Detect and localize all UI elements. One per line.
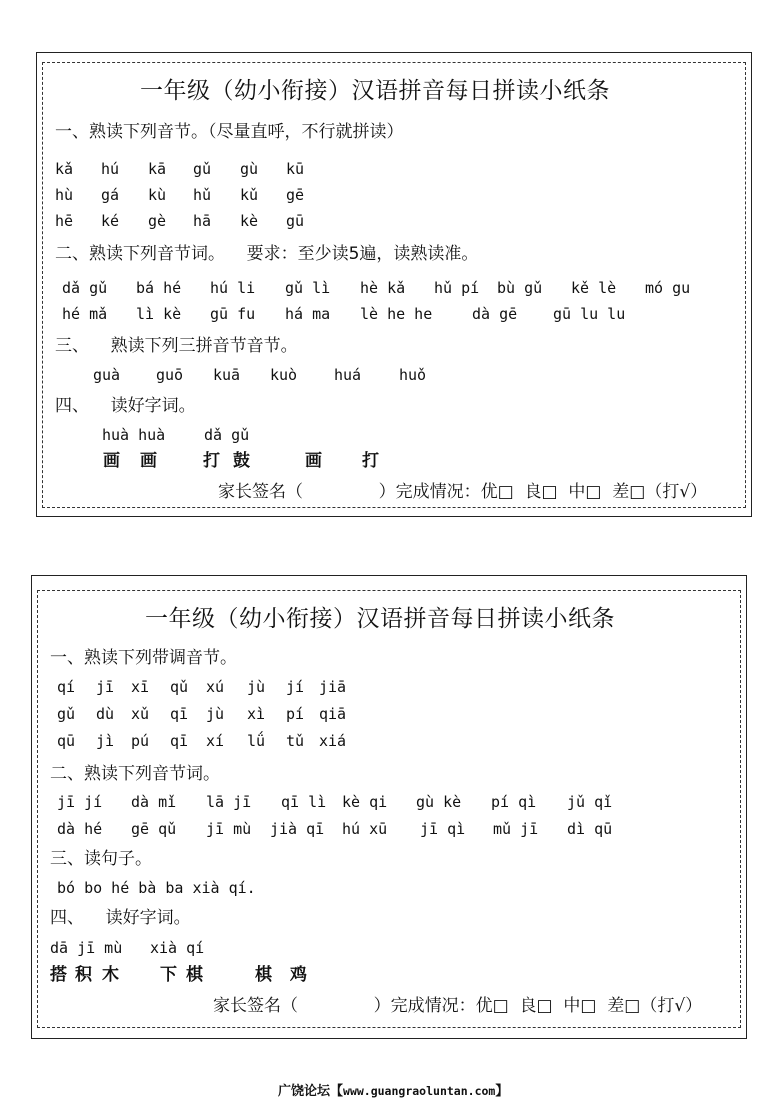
word: kě lè <box>571 279 617 297</box>
syllable: hú <box>101 160 120 178</box>
word: lā jī <box>206 793 252 811</box>
word: gù kè <box>416 793 462 811</box>
triple-syllable: huǒ <box>399 366 427 384</box>
syllable: jī <box>96 678 115 696</box>
syllable: qǔ <box>170 678 189 696</box>
card-1-title: 一年级（幼小衔接）汉语拼音每日拼读小纸条 <box>140 78 610 104</box>
word: jǔ qǐ <box>567 793 613 811</box>
syllable: gē <box>286 186 305 204</box>
card-2-title: 一年级（幼小衔接）汉语拼音每日拼读小纸条 <box>145 606 615 632</box>
syllable: gǔ <box>193 160 212 178</box>
syllable: dù <box>96 705 115 723</box>
card-1-word-pinyin: huà huà <box>102 426 166 444</box>
card-2-word-pinyin: xià qí <box>150 939 205 957</box>
word: jià qī <box>270 820 325 838</box>
syllable: jì <box>96 732 115 750</box>
card-1-parent-signature-line: 家长签名（ ）完成情况：优□ 良□ 中□ 差□（打√） <box>218 482 708 502</box>
card-2-sentence: bó bo hé bà ba xià qí. <box>57 879 256 897</box>
syllable: gè <box>148 212 167 230</box>
hanzi: 木 <box>102 965 119 985</box>
word: jī mù <box>206 820 252 838</box>
syllable: gū <box>286 212 305 230</box>
footer-bracket-close: 】 <box>495 1084 509 1099</box>
word: hé mǎ <box>62 305 108 323</box>
word: dà gē <box>472 305 518 323</box>
card-1-section-3-heading: 三、 熟读下列三拼音节音节。 <box>55 336 298 356</box>
syllable: jù <box>247 678 266 696</box>
card-2-section-2-heading: 二、熟读下列音节词。 <box>50 764 220 784</box>
syllable: xú <box>206 678 225 696</box>
card-1-word-pinyin: dǎ gǔ <box>204 426 250 444</box>
triple-syllable: guō <box>156 366 184 384</box>
syllable: pí <box>286 705 305 723</box>
syllable: gá <box>101 186 120 204</box>
word: qī lì <box>281 793 327 811</box>
word: hú li <box>210 279 256 297</box>
triple-syllable: guà <box>93 366 121 384</box>
word: gē qǔ <box>131 820 177 838</box>
hanzi: 打 <box>203 451 220 471</box>
syllable: kǔ <box>240 186 259 204</box>
word: gǔ lì <box>285 279 331 297</box>
hanzi: 棋 <box>186 965 203 985</box>
syllable: hǔ <box>193 186 212 204</box>
footer-url: www.guangraoluntan.com <box>343 1084 496 1098</box>
word: hú xū <box>342 820 388 838</box>
hanzi: 棋 <box>255 965 272 985</box>
syllable: qū <box>57 732 76 750</box>
hanzi: 搭 <box>50 965 67 985</box>
word: mǔ jī <box>493 820 539 838</box>
syllable: xī <box>131 678 150 696</box>
word: jī qì <box>420 820 466 838</box>
syllable: qí <box>57 678 76 696</box>
card-1-section-4-heading: 四、 读好字词。 <box>55 396 196 416</box>
syllable: pú <box>131 732 150 750</box>
footer-site-name: 广饶论坛【 <box>278 1084 344 1099</box>
word: gū lu lu <box>553 305 626 323</box>
syllable: kù <box>148 186 167 204</box>
syllable: xí <box>206 732 225 750</box>
syllable: qī <box>170 705 189 723</box>
syllable: jí <box>286 678 305 696</box>
syllable: jù <box>206 705 225 723</box>
word: gū fu <box>210 305 256 323</box>
word: lè he he <box>360 305 433 323</box>
card-1-section-1-heading: 一、熟读下列音节。（尽量直呼，不行就拼读） <box>55 122 404 142</box>
hanzi: 画 <box>305 451 322 471</box>
word: bá hé <box>136 279 182 297</box>
syllable: hù <box>55 186 74 204</box>
word: lì kè <box>136 305 182 323</box>
hanzi: 下 <box>160 965 177 985</box>
syllable: kū <box>286 160 305 178</box>
card-1-section-2-heading: 二、熟读下列音节词。 要求：至少读5遍，读熟读准。 <box>55 244 479 264</box>
hanzi: 鼓 <box>233 451 250 471</box>
word: jī jí <box>57 793 103 811</box>
syllable: qiā <box>319 705 347 723</box>
word: kè qi <box>342 793 388 811</box>
card-2-section-1-heading: 一、熟读下列带调音节。 <box>50 648 237 668</box>
word: dà mǐ <box>131 793 177 811</box>
card-2-section-4-heading: 四、 读好字词。 <box>50 908 191 928</box>
syllable: jiā <box>319 678 347 696</box>
syllable: hē <box>55 212 74 230</box>
triple-syllable: huá <box>334 366 362 384</box>
syllable: kè <box>240 212 259 230</box>
word: bù gǔ <box>497 279 543 297</box>
hanzi: 鸡 <box>290 965 307 985</box>
page-footer-credit <box>278 1085 508 1098</box>
triple-syllable: kuā <box>213 366 241 384</box>
syllable: gù <box>240 160 259 178</box>
syllable: gǔ <box>57 705 76 723</box>
syllable: lǘ <box>247 732 266 750</box>
word: dì qū <box>567 820 613 838</box>
triple-syllable: kuò <box>270 366 298 384</box>
syllable: tǔ <box>286 732 305 750</box>
word: há ma <box>285 305 331 323</box>
word: pí qì <box>491 793 537 811</box>
syllable: qī <box>170 732 189 750</box>
syllable: hā <box>193 212 212 230</box>
card-2-parent-signature-line: 家长签名（ ）完成情况：优□ 良□ 中□ 差□（打√） <box>213 996 703 1016</box>
card-2-section-3-heading: 三、读句子。 <box>50 849 152 869</box>
word: mó gu <box>645 279 691 297</box>
hanzi: 画 <box>103 451 120 471</box>
card-2-word-pinyin: dā jī mù <box>50 939 123 957</box>
syllable: kā <box>148 160 167 178</box>
syllable: xǔ <box>131 705 150 723</box>
syllable: kǎ <box>55 160 74 178</box>
syllable: ké <box>101 212 120 230</box>
word: dǎ gǔ <box>62 279 108 297</box>
hanzi: 画 <box>140 451 157 471</box>
word: hè kǎ <box>360 279 406 297</box>
hanzi: 打 <box>362 451 379 471</box>
syllable: xì <box>247 705 266 723</box>
word: dà hé <box>57 820 103 838</box>
word: hǔ pí <box>434 279 480 297</box>
hanzi: 积 <box>75 965 92 985</box>
syllable: xiá <box>319 732 347 750</box>
